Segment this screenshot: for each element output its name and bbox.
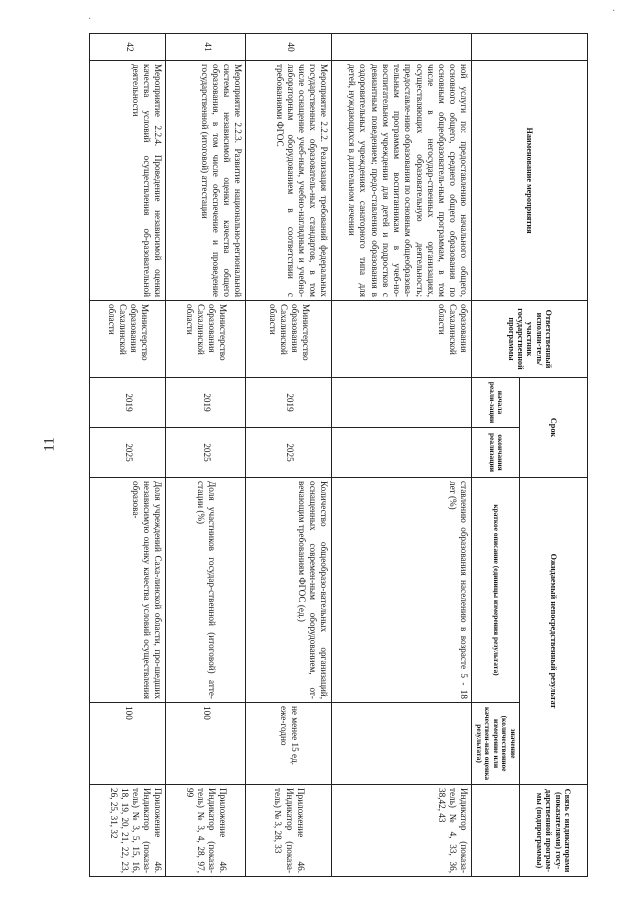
row-name: Мероприятие 2.2.3. Развитие национально-региональной системы независимой оценки качества общего образования, в том числе обеспечение и проведение государственной (итоговой) аттестации [166,61,246,301]
row-responsible: Министерство образования Сахалинской области [166,301,246,378]
row-number: 42 [90,34,166,61]
row-number: 40 [246,34,332,61]
scan-dot-mark: · [88,14,92,25]
row-start: 2019 [166,378,246,428]
activities-table [89,33,588,877]
row-start [332,378,472,428]
header-result: Ожидаемый непосредственный результат [520,478,588,785]
row-value: не менее 15 ед. еже-годно [246,703,332,785]
table-row [90,34,166,877]
row-end: 2025 [90,428,166,478]
scan-dot-mark: · [612,6,616,17]
row-value: 100 [166,703,246,785]
table-row [332,34,472,877]
row-link: Индикатор (показа-тель) № 4, 33, 36, 38,42, 43 [332,785,472,877]
header-term-end: окончания реализации [472,428,520,478]
row-link: Приложение 46. Индикатор (показа-тель) № 3, 28, 33 [246,785,332,877]
row-desc: Количество общеобразо-вательных организаций, оснащенных современ-ным оборудованием, от-вечающим требованиям ФГОС (ед.) [246,478,332,703]
row-value: 100 [90,703,166,785]
row-end [332,428,472,478]
row-end: 2025 [166,428,246,478]
row-value [332,703,472,785]
header-row [520,34,588,877]
header-name: Наименование мероприятия [472,61,588,301]
row-name: ной услуги по: предоставлению начального общего, основного общего, среднего общего образования по основным общеобразователь-ным программам, в том числе в негосудар-ственных организациях, осуществляющих образовательную деятельность; предоставле-нию образования по основным общеобразова-тельным программам воспитанникам в учеб-но-воспитательном учреждении для детей и подростков с девиантным поведением; предо-ставлению образования в оздоровительных учреждениях санаторного типа для детей, нуждающихся в длительном лечении [332,61,472,301]
row-responsible: Министерство образования Сахалинской области [246,301,332,378]
header-link-blank [472,785,520,877]
header-term-start: начала реали-зации [472,378,520,428]
row-number: 41 [166,34,246,61]
row-desc: Доля участников государ-ственной (итоговой) атте-стации (%) [166,478,246,703]
header-responsible: Ответственный исполни-тель/участник государственной программы [472,301,588,378]
page-number: 11 [41,437,58,452]
row-link: Приложение 46. Индикатор (показа-тель) № 3, 5, 15, 16, 18, 19, 20, 21, 22, 23, 26, 25, 31, 32 [90,785,166,877]
row-name: Мероприятие 2.2.4. Проведение независимой оценки качества условий осуществления об-разовательной деятельности [90,61,166,301]
header-result-desc: краткое описание (единицы измерения результата) [472,478,520,703]
row-responsible: Министерство образования Сахалинской области [90,301,166,378]
rotated-table-wrapper [98,33,588,876]
table-row [246,34,332,877]
row-name: Мероприятие 2.2.2. Реализация требований федеральных государственных образователь-ных стандартов, в том числе оснащение учеб-ным, учебно-наглядным и учебно-лабораторным оборудованием в соответствии с требованиями ФГОС [246,61,332,301]
row-number [332,34,472,61]
row-desc: ставлению образования населению в возрасте 5 - 18 лет (%) [332,478,472,703]
header-num [472,34,588,61]
row-desc: Доля учреждений Саха-линской области, про-шедших независимую оценку качества условий осуществления образова- [90,478,166,703]
row-start: 2019 [246,378,332,428]
row-start: 2019 [90,378,166,428]
row-responsible: образования Сахалинской области [332,301,472,378]
row-end: 2025 [246,428,332,478]
header-term: Срок [520,378,588,478]
header-link: Связь с индикаторами (показателями) госу-дарственной програм-мы (подпрограммы) [520,785,588,877]
row-link: Приложение 46. Индикатор (показа-тель) № 3, 4, 28, 97, 99 [166,785,246,877]
header-result-value: значение (количественное измерение или качествен-ная оценка результата) [472,703,520,785]
table-row [166,34,246,877]
